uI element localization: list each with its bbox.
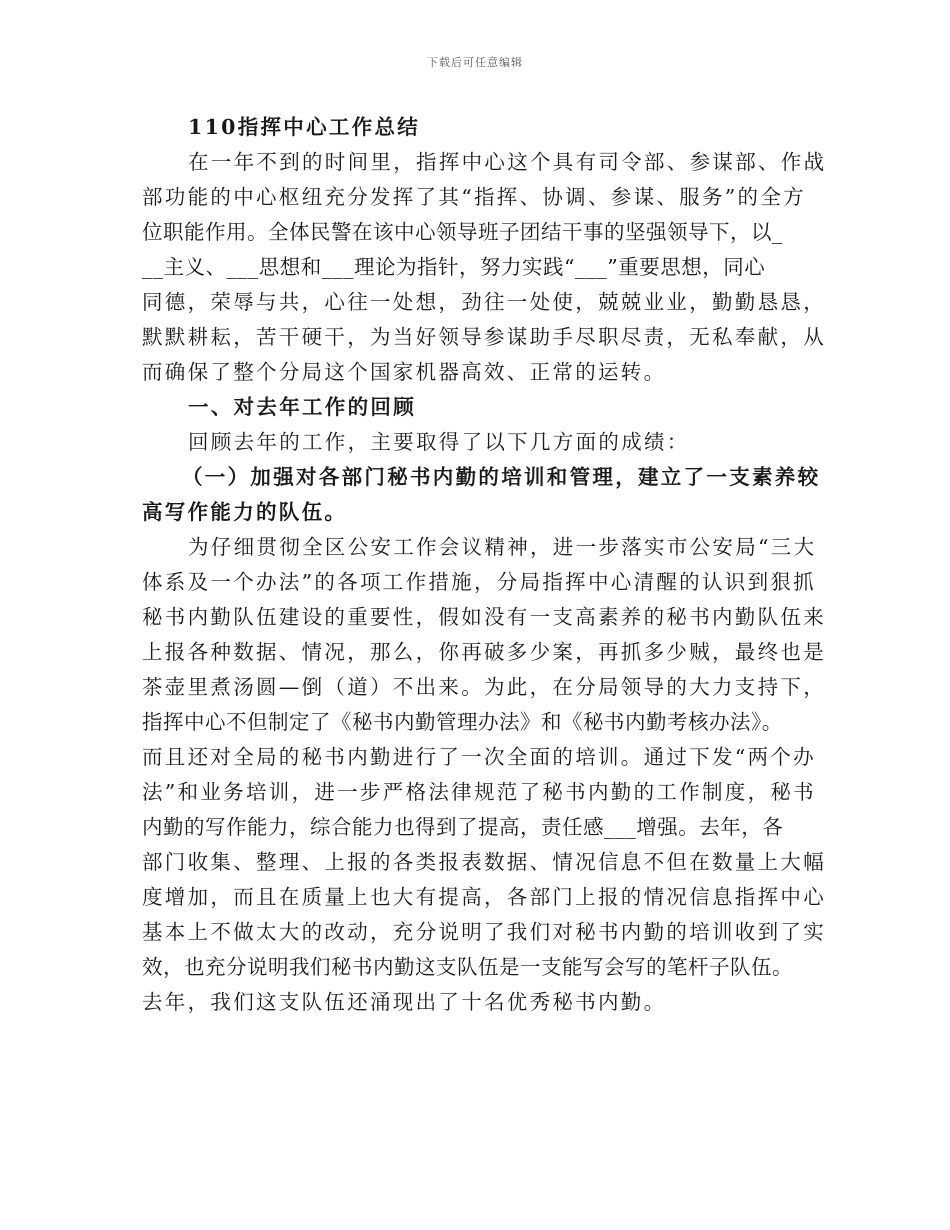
paragraph-line: 而且还对全局的秘书内勤进行了一次全面的培训。通过下发“两个办 xyxy=(142,745,816,769)
paragraph-line: 法”和业务培训，进一步严格法律规范了秘书内勤的工作制度，秘书 xyxy=(142,780,816,804)
paragraph-line: 部功能的中心枢纽充分发挥了其“指挥、协调、参谋、服务”的全方 xyxy=(142,185,806,209)
paragraph-line: 同德，荣辱与共，心往一处想，劲往一处使，兢兢业业，勤勤恳恳， xyxy=(142,290,826,314)
paragraph-line: 指挥中心不但制定了《秘书内勤管理办法》和《秘书内勤考核办法》。 xyxy=(142,710,783,734)
paragraph-line: 效，也充分说明我们秘书内勤这支队伍是一支能写会写的笔杆子队伍。 xyxy=(142,955,793,979)
section-heading: 一、对去年工作的回顾 xyxy=(188,395,416,419)
paragraph-line: 上报各种数据、情况，那么，你再破多少案，再抓多少贼，最终也是 xyxy=(142,640,826,664)
subsection-heading: 高写作能力的队伍。 xyxy=(142,500,348,524)
paragraph-line: 去年，我们这支队伍还涌现出了十名优秀秘书内勤。 xyxy=(142,990,667,1014)
paragraph-line: 回顾去年的工作，主要取得了以下几方面的成绩： xyxy=(188,430,690,454)
paragraph-line: __主义、___思想和___理论为指针，努力实践“___”重要思想，同心 xyxy=(142,255,766,279)
paragraph-line: 秘书内勤队伍建设的重要性，假如没有一支高素养的秘书内勤队伍来 xyxy=(142,605,826,629)
document-title: 110指挥中心工作总结 xyxy=(188,115,421,139)
paragraph-line: 部门收集、整理、上报的各类报表数据、情况信息不但在数量上大幅 xyxy=(142,850,826,874)
document-body xyxy=(142,110,827,1020)
paragraph-line: 茶壶里煮汤圆—倒（道）不出来。为此，在分局领导的大力支持下， xyxy=(142,675,826,699)
paragraph-line: 体系及一个办法”的各项工作措施，分局指挥中心清醒的认识到狠抓 xyxy=(142,570,816,594)
paragraph-line: 内勤的写作能力，综合能力也得到了提高，责任感___增强。去年，各 xyxy=(142,815,784,839)
paragraph-line: 默默耕耘，苦干硬干，为当好领导参谋助手尽职尽责，无私奉献，从 xyxy=(142,325,826,349)
paragraph-line: 而确保了整个分局这个国家机器高效、正常的运转。 xyxy=(142,360,667,384)
paragraph-line: 度增加，而且在质量上也大有提高，各部门上报的情况信息指挥中心 xyxy=(142,885,826,909)
paragraph-line: 位职能作用。全体民警在该中心领导班子团结干事的坚强领导下，以_ xyxy=(142,220,783,244)
paragraph-line: 在一年不到的时间里，指挥中心这个具有司令部、参谋部、作战 xyxy=(188,150,827,174)
subsection-heading: （一）加强对各部门秘书内勤的培训和管理，建立了一支素养较 xyxy=(182,465,821,489)
header-note: 下载后可任意编辑 xyxy=(427,56,523,69)
paragraph-line: 为仔细贯彻全区公安工作会议精神，进一步落实市公安局“三大 xyxy=(188,535,817,559)
paragraph-line: 基本上不做太大的改动，充分说明了我们对秘书内勤的培训收到了实 xyxy=(142,920,826,944)
